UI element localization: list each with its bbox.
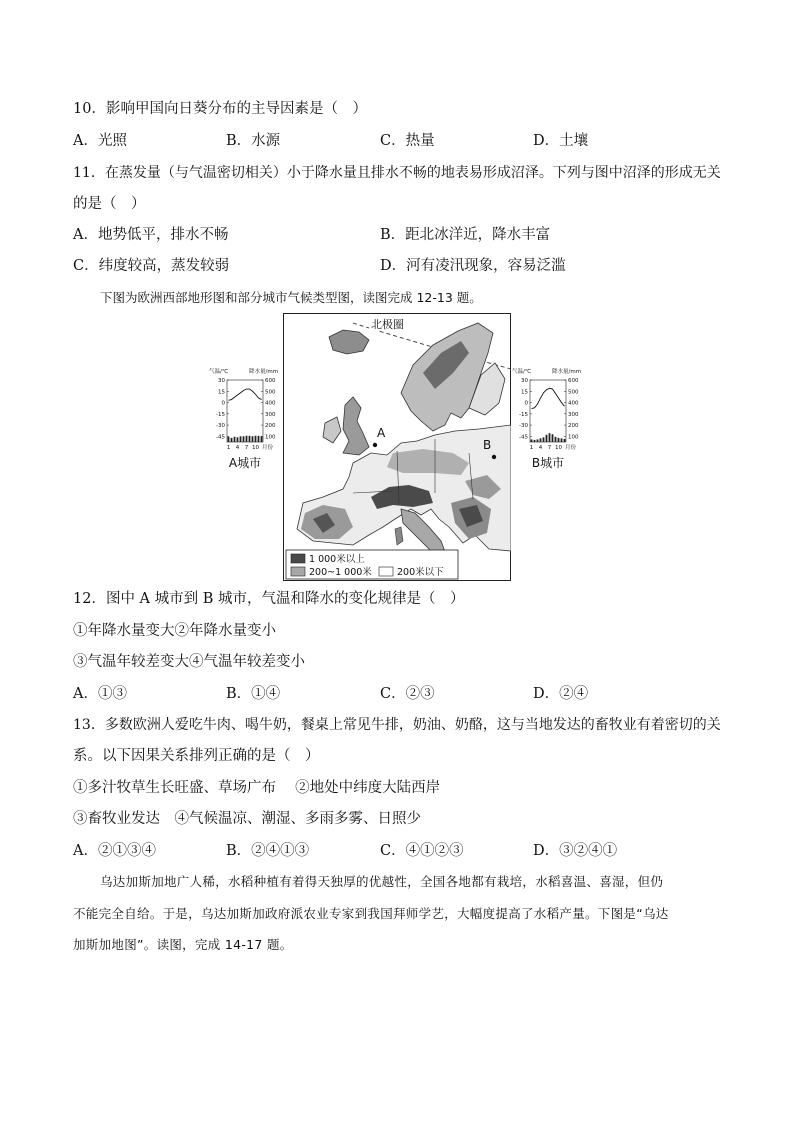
climate-chart-city-b (510, 366, 588, 472)
climate-a-precip-bar (246, 436, 248, 442)
q13-option-b[interactable]: B．②④①③ (226, 843, 310, 859)
climate-a-precip-axis-label: 降水量/mm (249, 369, 279, 375)
q11-option-c[interactable]: C．纬度较高，蒸发较弱 (73, 258, 230, 274)
q10-option-d[interactable]: D．土壤 (533, 133, 589, 149)
climate-b-precip-bar (531, 439, 533, 442)
climate-a-precip-bar (252, 436, 254, 442)
q13-option-a[interactable]: A．②①③④ (73, 843, 156, 859)
q12-option-d[interactable]: D．②④ (533, 686, 589, 702)
climate-b-precip-bar (549, 433, 551, 442)
climate-a-precip-tick-label: 200 (265, 423, 276, 430)
climate-b-precip-bar (546, 435, 548, 442)
climate-b-temp-tick-label: -45 (519, 434, 528, 441)
climate-a-temp-tick-label: -30 (216, 423, 225, 430)
climate-b-precip-bar (540, 438, 542, 442)
climate-b-temp-axis-label: 气温/℃ (512, 369, 532, 375)
legend-label-high: 1 000米以上 (309, 554, 365, 565)
q13-choice-line1: ①多汁牧草生长旺盛、草场广布 ②地处中纬度大陆西岸 (73, 780, 441, 796)
climate-b-precip-bar (537, 439, 539, 442)
climate-a-precip-bar (234, 437, 236, 442)
climate-a-precip-bar (243, 436, 245, 442)
climate-a-precip-tick-label: 300 (265, 411, 276, 418)
climate-a-precip-tick-label: 600 (265, 378, 276, 384)
climate-a-precip-bar (237, 437, 239, 442)
climate-b-precip-bar (561, 438, 563, 442)
q13-stem-line2: 系。以下因果关系排列正确的是（ ） (73, 748, 320, 764)
climate-b-temp-line (532, 388, 565, 408)
city-b-dot (492, 455, 496, 459)
q12-option-b[interactable]: B．①④ (226, 686, 281, 702)
q11-option-d[interactable]: D．河有凌汛现象，容易泛滥 (380, 258, 566, 274)
climate-a-temp-axis-label: 气温/℃ (209, 369, 229, 375)
q10-option-c[interactable]: C．热量 (380, 133, 435, 149)
climate-a-month-axis-label: 月份 (262, 445, 274, 451)
climate-b-temp-tick-label: 15 (521, 389, 528, 396)
climate-a-month-tick-label: 10 (252, 445, 259, 451)
climate-a-precip-bar (228, 437, 230, 442)
q13-option-c[interactable]: C．④①②③ (380, 843, 464, 859)
legend-label-mid: 200~1 000米 (309, 567, 372, 578)
climate-b-temp-tick-label: -15 (519, 411, 528, 418)
climate-chart-city-a (207, 366, 285, 472)
intro-14-17-line3: 加斯加地图”。读图，完成 14-17 题。 (73, 937, 293, 952)
climate-b-precip-tick-label: 600 (568, 378, 579, 384)
climate-b-precip-bar (534, 440, 536, 442)
city-b-label: B (483, 438, 492, 452)
q12-stem: 12．图中 A 城市到 B 城市，气温和降水的变化规律是（ ） (73, 591, 465, 607)
climate-a-month-tick-label: 7 (244, 445, 249, 451)
climate-a-month-tick-label: 4 (235, 445, 240, 451)
climate-b-month-tick-label: 7 (547, 445, 552, 451)
climate-a-temp-line (229, 389, 262, 400)
climate-a-temp-tick-label: 0 (221, 400, 225, 407)
q13-choice-line2: ③畜牧业发达 ④气候温凉、潮湿、多雨多雾、日照少 (73, 811, 421, 827)
climate-b-precip-axis-label: 降水量/mm (552, 369, 582, 375)
climate-b-temp-tick-label: -30 (519, 423, 528, 430)
climate-a-precip-tick-label: 400 (265, 400, 276, 407)
q11-stem-line2: 的是（ ） (73, 196, 146, 212)
climate-b-temp-tick-label: 0 (524, 400, 528, 407)
climate-a-temp-tick-label: -15 (216, 411, 225, 418)
climate-a-temp-tick-label: 15 (218, 389, 225, 396)
q12-choice-line1: ①年降水量变大②年降水量变小 (73, 623, 276, 639)
q11-stem-line1: 11．在蒸发量（与气温密切相关）小于降水量且排水不畅的地表易形成沼泽。下列与图中沼泽的形成无关 (73, 165, 721, 181)
q13-stem-line1: 13．多数欧洲人爱吃牛肉、喝牛奶，餐桌上常见牛排，奶油、奶酪，这与当地发达的畜牧业有着密切的关 (73, 717, 721, 733)
climate-a-precip-bar (249, 436, 251, 442)
climate-a-precip-bar (240, 436, 242, 442)
climate-a-temp-tick-label: -45 (216, 434, 225, 441)
climate-b-month-axis-label: 月份 (565, 445, 577, 451)
legend-label-low: 200米以下 (397, 567, 444, 578)
climate-a-precip-bar (255, 436, 257, 442)
climate-a-month-tick-label: 1 (226, 445, 231, 451)
climate-b-month-tick-label: 1 (529, 445, 534, 451)
intro-12-13: 下图为欧洲西部地形图和部分城市气候类型图，读图完成 12-13 题。 (100, 290, 482, 305)
climate-b-precip-bar (552, 434, 554, 442)
q11-option-a[interactable]: A．地势低平，排水不畅 (73, 227, 229, 243)
climate-a-precip-bar (261, 436, 263, 442)
climate-b-precip-bar (564, 439, 566, 442)
climate-b-precip-tick-label: 200 (568, 423, 579, 430)
q11-option-b[interactable]: B．距北冰洋近，降水丰富 (380, 227, 551, 243)
arctic-circle-label: 北极圈 (371, 318, 404, 331)
europe-terrain-map (283, 313, 511, 581)
climate-a-caption: A城市 (228, 456, 262, 470)
climate-a-precip-tick-label: 500 (265, 389, 276, 396)
climate-a-precip-bar (258, 436, 260, 442)
climate-b-precip-tick-label: 500 (568, 389, 579, 396)
q13-option-d[interactable]: D．③②④① (533, 843, 618, 859)
intro-14-17-line1: 乌达加斯加地广人稀，水稻种植有着得天独厚的优越性，全国各地都有栽培，水稻喜温、喜湿，但仍 (100, 874, 664, 889)
climate-b-caption: B城市 (531, 456, 565, 470)
climate-b-temp-tick-label: 30 (521, 378, 528, 384)
q12-choice-line2: ③气温年较差变大④气温年较差变小 (73, 654, 305, 670)
climate-b-month-tick-label: 4 (538, 445, 543, 451)
climate-b-month-tick-label: 10 (555, 445, 562, 451)
climate-a-temp-tick-label: 30 (218, 378, 225, 384)
q10-option-b[interactable]: B．水源 (226, 133, 281, 149)
q12-option-a[interactable]: A．①③ (73, 686, 127, 702)
climate-b-precip-tick-label: 300 (568, 411, 579, 418)
climate-a-precip-tick-label: 100 (265, 434, 276, 441)
city-a-label: A (377, 426, 386, 440)
climate-b-precip-bar (555, 437, 557, 442)
climate-b-precip-tick-label: 100 (568, 434, 579, 441)
climate-b-precip-bar (543, 437, 545, 442)
climate-b-precip-tick-label: 400 (568, 400, 579, 407)
q10-option-a[interactable]: A．光照 (73, 133, 127, 149)
climate-a-precip-bar (231, 438, 233, 442)
q10-stem: 10．影响甲国向日葵分布的主导因素是（ ） (73, 101, 367, 117)
city-a-dot (373, 443, 377, 447)
intro-14-17-line2: 不能完全自给。于是，乌达加斯加政府派农业专家到我国拜师学艺，大幅度提高了水稻产量。下图是“乌达 (73, 906, 669, 921)
q12-option-c[interactable]: C．②③ (380, 686, 435, 702)
climate-b-precip-bar (558, 438, 560, 442)
